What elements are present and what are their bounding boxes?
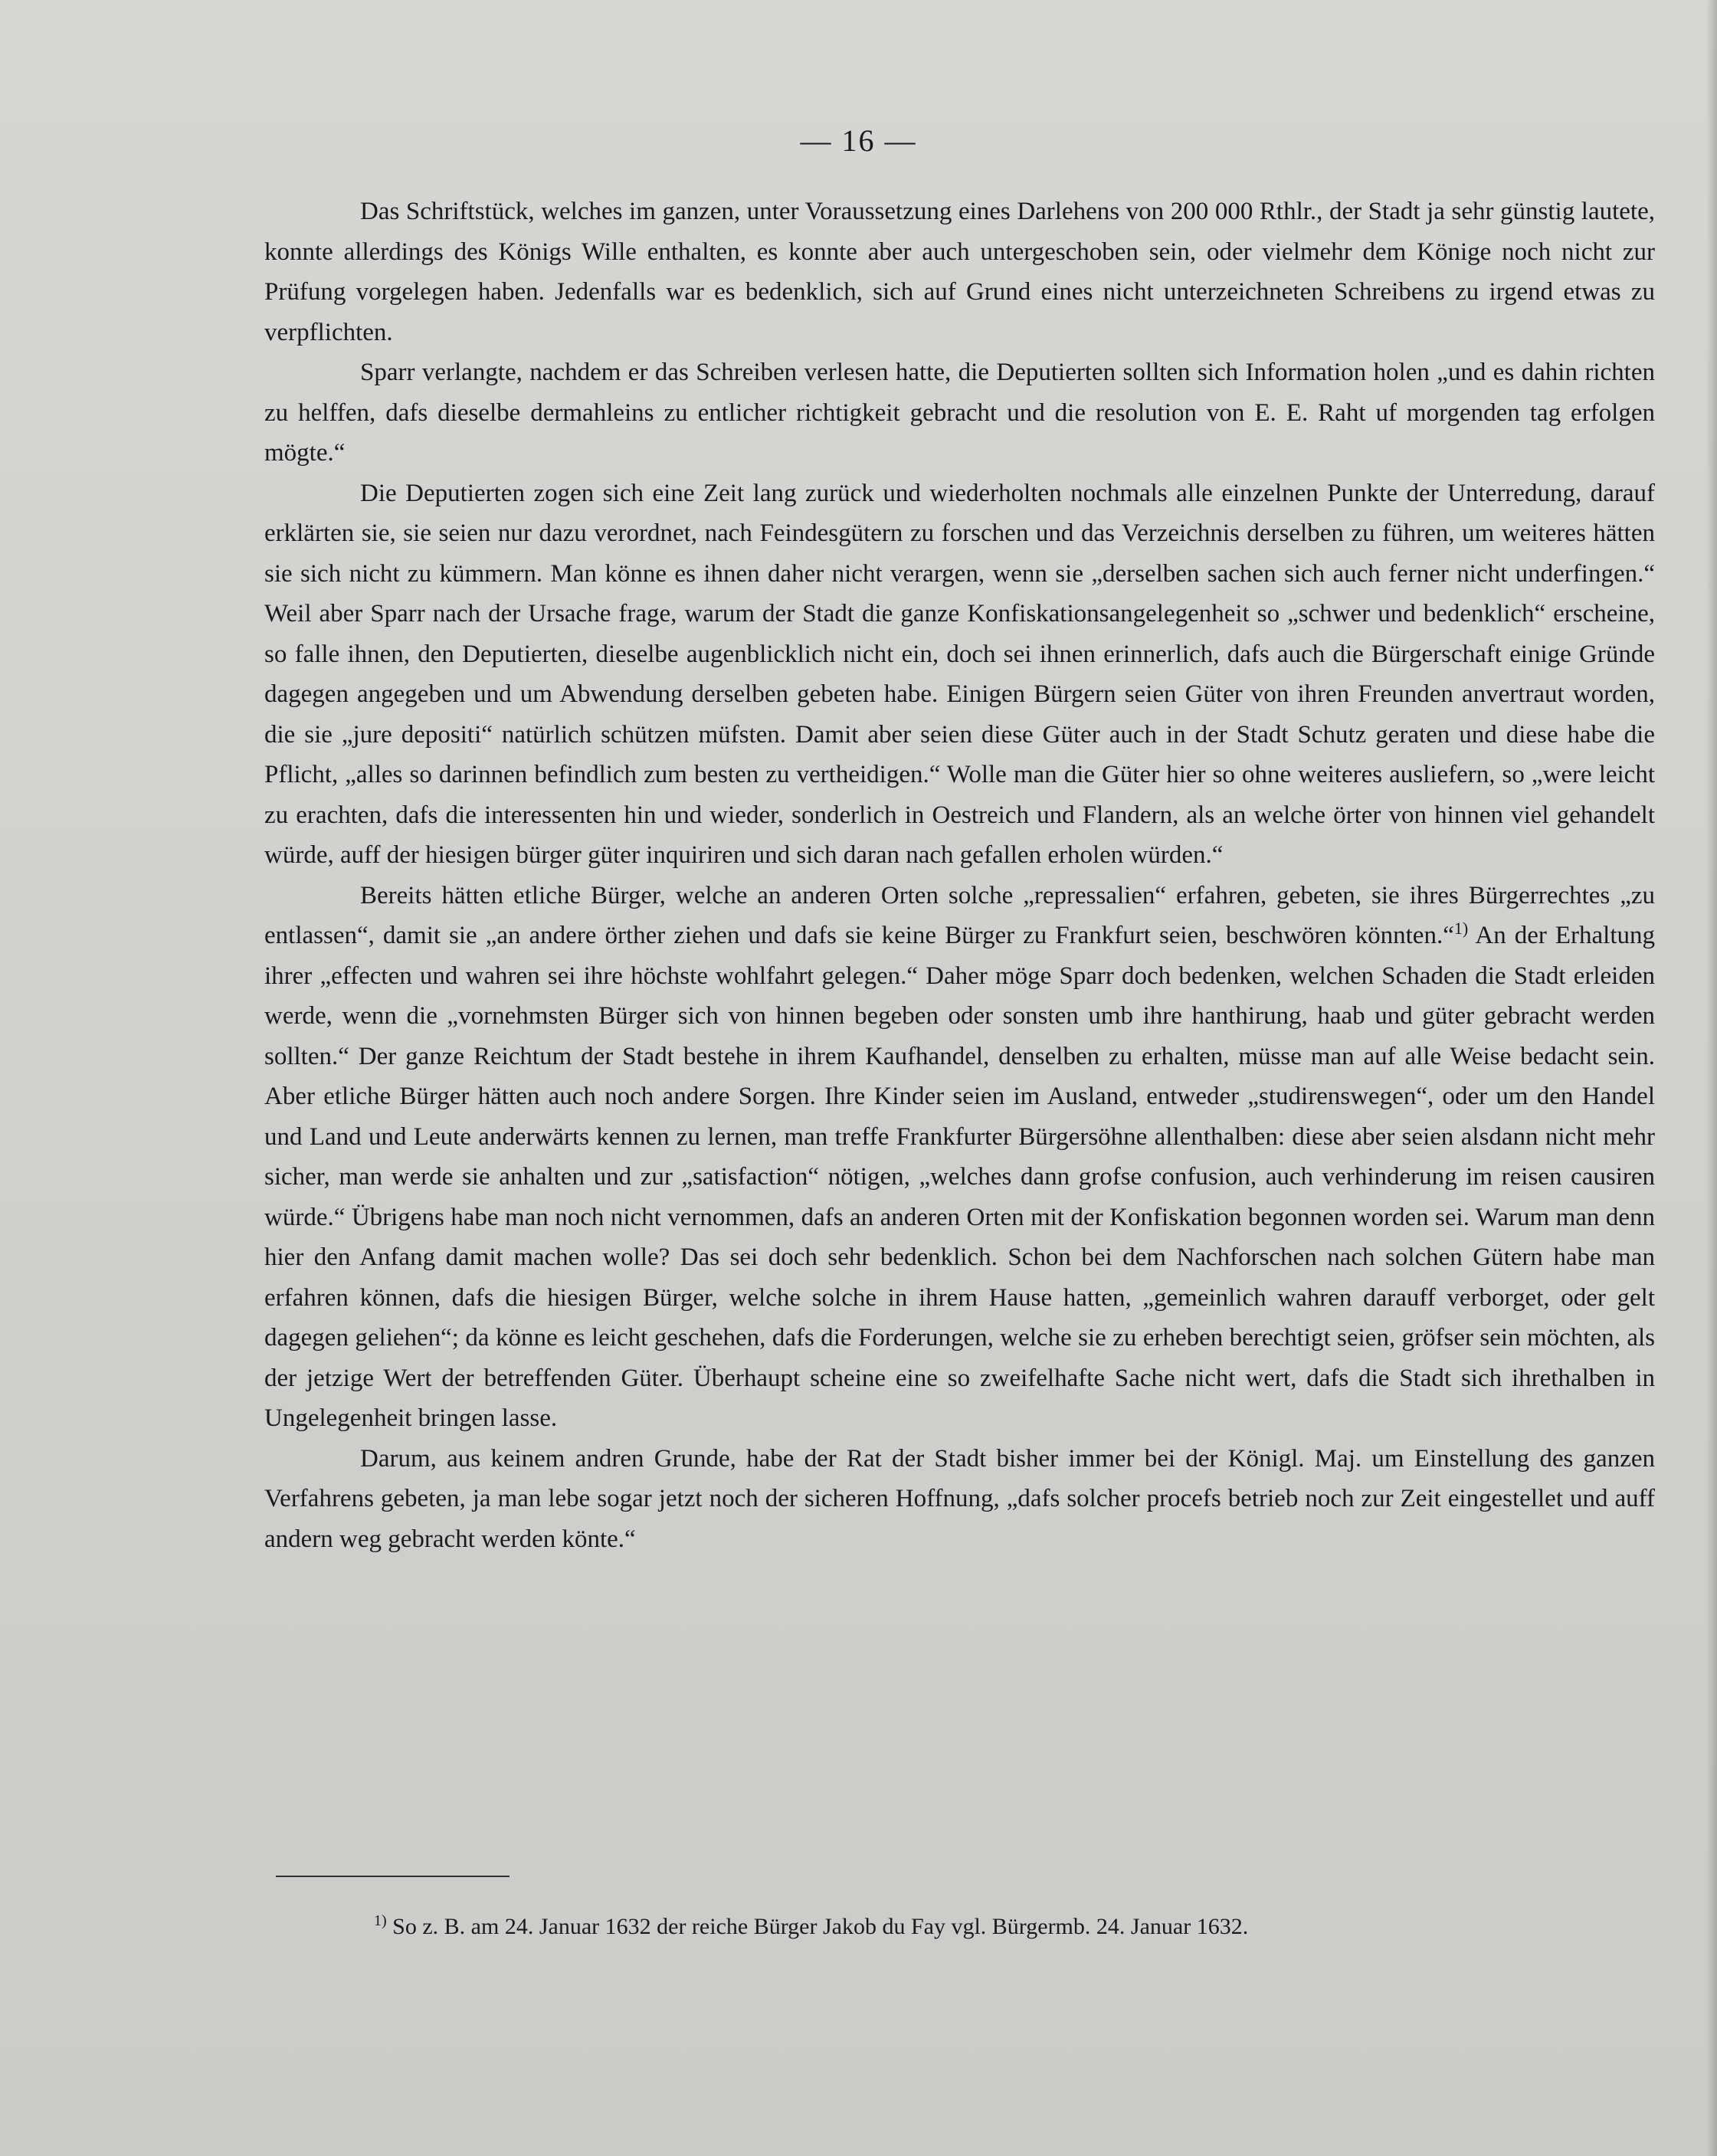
body-text: [264, 192, 1655, 1559]
footnote-reference: 1): [1453, 919, 1469, 938]
paragraph-4: [264, 876, 1655, 1439]
paragraph-2: Sparr verlangte, nachdem er das Schreiben verlesen hatte, die Deputierten sollten sich Information holen „und es dahin richten zu helffen, dafs dieselbe dermahleins zu entlicher richtigkeit gebracht und die resolution von E. E. Raht uf morgenden tag erfolgen mögte.“: [264, 359, 1655, 467]
footnote-divider: [276, 1876, 510, 1877]
page-edge-shadow: [1706, 0, 1717, 2156]
paragraph-5: Darum, aus keinem andren Grunde, habe der Rat der Stadt bisher immer bei der Königl. Maj. um Einstellung des ganzen Verfahrens gebeten, ja man lebe sogar jetzt noch der sicheren Hoffnung, „dafs solcher procefs betrieb noch zur Zeit eingestellet und auff andern weg gebracht werden könte.“: [264, 1444, 1655, 1553]
paragraph-4-part-2: An der Erhaltung ihrer „effecten und wahren sei ihre höchste wohlfahrt gelegen.“ Daher möge Sparr doch bedenken, welchen Schaden die Stadt erleiden werde, wenn die „vornehmsten Bürger sich von hinnen begeben oder sonsten umb ihre hanthirung, haab und güter gebracht werden sollten.“ Der ganze Reichtum der Stadt bestehe in ihrem Kaufhandel, denselben zu erhalten, müsse man auf alle Weise bedacht sein. Aber etliche Bürger hätten auch noch andere Sorgen. Ihre Kinder seien im Ausland, entweder „studirenswegen“, oder um den Handel und Land und Leute anderwärts kennen zu lernen, man treffe Frankfurter Bürgersöhne allenthalben: diese aber seien alsdann nicht mehr sicher, man werde sie anhalten und zur „satisfaction“ nötigen, „welches dann grofse confusion, auch verhinderung im reisen causiren würde.“ Übrigens habe man noch nicht vernommen, dafs an anderen Orten mit der Konfiskation begonnen worden sei. Warum man denn hier den Anfang damit machen wolle? Das sei doch sehr bedenklich. Schon bei dem Nachforschen nach solchen Gütern habe man erfahren können, dafs die hiesigen Bürger, welche solche in ihrem Hause hatten, „gemeinlich wahren darauff verborget, oder gelt dagegen geliehen“; da könne es leicht geschehen, dafs die Forderungen, welche sie zu erheben berechtigt seien, gröfser sein möchten, als der jetzige Wert der betreffenden Güter. Überhaupt scheine eine so zweifelhafte Sache nicht wert, dafs die Stadt sich ihrethalben in Ungelegenheit bringen lasse.: [264, 922, 1655, 1432]
footnote-text: So z. B. am 24. Januar 1632 der reiche Bürger Jakob du Fay vgl. Bürgermb. 24. Januar 1632.: [386, 1914, 1249, 1939]
paragraph-3: Die Deputierten zogen sich eine Zeit lang zurück und wiederholten nochmals alle einzelnen Punkte der Unterredung, darauf erklärten sie, sie seien nur dazu verordnet, nach Feindesgütern zu forschen und das Verzeichnis derselben zu führen, um weiteres hätten sie sich nicht zu kümmern. Man könne es ihnen daher nicht verargen, wenn sie „derselben sachen sich auch ferner nicht underfingen.“ Weil aber Sparr nach der Ursache frage, warum der Stadt die ganze Konfiskationsangelegenheit so „schwer und bedenklich“ erscheine, so falle ihnen, den Deputierten, dieselbe augenblicklich nicht ein, doch sei ihnen erinnerlich, dafs auch die Bürgerschaft einige Gründe dagegen angegeben und um Abwendung derselben gebeten habe. Einigen Bürgern seien Güter von ihren Freunden anvertraut worden, die sie „jure depositi“ natürlich schützen müfsten. Damit aber seien diese Güter auch in der Stadt Schutz geraten und diese habe die Pflicht, „alles so darinnen befindlich zum besten zu vertheidigen.“ Wolle man die Güter hier so ohne weiteres ausliefern, so „were leicht zu erachten, dafs die interessenten hin und wieder, sonderlich in Oestreich und Flandern, als an welche örter von hinnen viel gehandelt würde, auff der hiesigen bürger güter inquiriren und sich daran nach gefallen erholen würden.“: [264, 479, 1655, 869]
page-number: — 16 —: [800, 123, 917, 158]
footnote-marker: 1): [374, 1912, 387, 1929]
paragraph-4-part-1: Bereits hätten etliche Bürger, welche an anderen Orten solche „repressalien“ erfahren, gebeten, sie ihres Bürgerrechtes „zu entlassen“, damit sie „an andere örther ziehen und dafs sie keine Bürger zu Frankfurt seien, beschwören könnten.“: [264, 881, 1655, 949]
paragraph-1: Das Schriftstück, welches im ganzen, unter Voraussetzung eines Darlehens von 200 000 Rthlr., der Stadt ja sehr günstig lautete, konnte allerdings des Königs Wille enthalten, es konnte aber auch untergeschoben sein, oder vielmehr dem Könige noch nicht zur Prüfung vorgelegen haben. Jedenfalls war es bedenklich, sich auf Grund eines nicht unterzeichneten Schreibens zu irgend etwas zu verpflichten.: [264, 198, 1655, 346]
footnote: [374, 1910, 1676, 1944]
